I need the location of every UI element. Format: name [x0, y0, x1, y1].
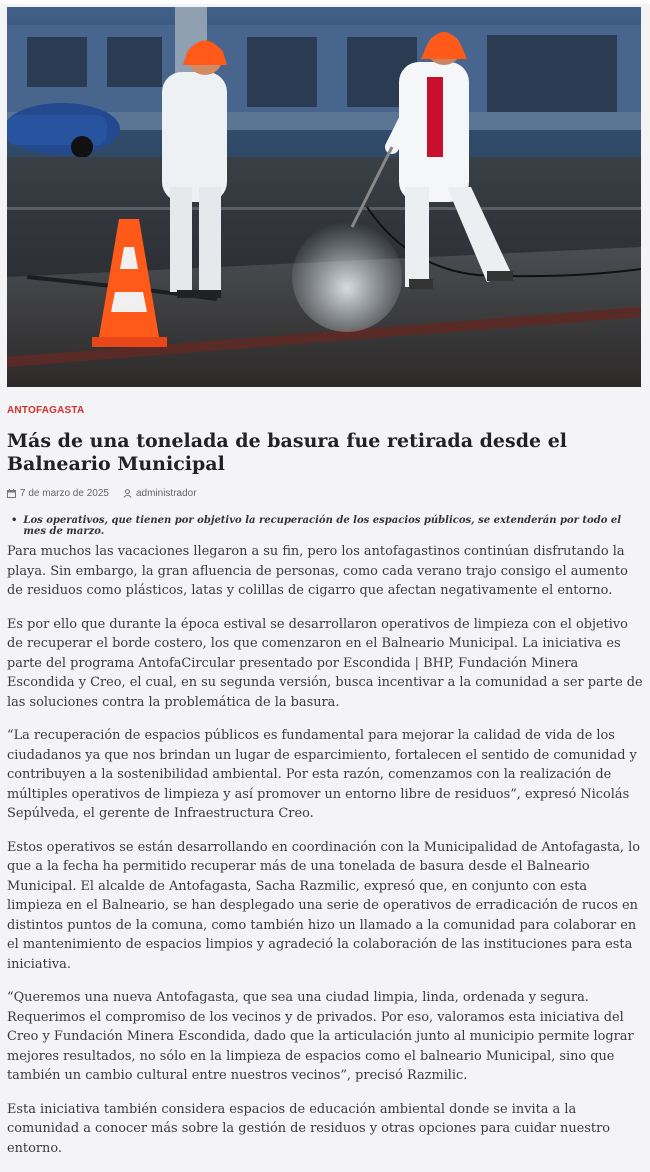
article-body [7, 542, 643, 1172]
calendar-icon [7, 489, 16, 498]
body-paragraph: Esta iniciativa también considera espacios de educación ambiental donde se invita a la comunidad a conocer más sobre la gestión de residuos y otras opciones para cuidar nuestro entorno. [7, 1101, 611, 1156]
body-paragraph: Es por ello que durante la época estival se desarrollaron operativos de limpieza con el objetivo de recuperar el borde costero, los que comenzaron en el Balneario Municipal. La iniciativa es parte del programa AntofaCircular presentado por Escondida | BHP, Fundación Minera Escondida y Creo, el cual, en su segunda versión, busca incentivar a la comunidad a ser parte de las soluciones contra la problemática de la basura. [7, 616, 643, 710]
body-paragraph: Estos operativos se están desarrollando en coordinación con la Municipalidad de Antofagasta, lo que a la fecha ha permitido recuperar más de una tonelada de basura desde el Balneario Municipal. El alcalde de Antofagasta, Sacha Razmilic, expresó que, en conjunto con esta limpieza en el Balneario, se han desplegado una serie de operativos de erradicación de rucos en distintos puntos de la comuna, como también hizo un llamado a la comunidad para colaborar en el mantenimiento de espacios limpios y agradeció la colaboración de las instituciones para esta iniciativa. [7, 839, 640, 972]
body-paragraph: “Queremos una nueva Antofagasta, que sea una ciudad limpia, linda, ordenada y segura. Requerimos el compromiso de los vecinos y de privados. Por eso, valoramos esta iniciativa del Creo y Fundación Minera Escondida, dado que la articulación junto al municipio permite lograr mejores resultados, no sólo en la limpieza de espacios como el balneario Municipal, sino que también un cambio cultural entre nuestros vecinos”, precisó Razmilic. [7, 990, 634, 1083]
body-paragraph: Para muchos las vacaciones llegaron a su fin, pero los antofagastinos continúan disfrutando la playa. Sin embargo, la gran afluencia de personas, como cada verano trajo consigo el aumento de residuos como plásticos, latas y colillas de cigarro que afectan negativamente el entorno. [7, 544, 628, 598]
user-icon [123, 489, 132, 498]
article-date[interactable]: 7 de marzo de 2025 [20, 488, 109, 499]
body-paragraph: “La recuperación de espacios públicos es fundamental para mejorar la calidad de vida de los ciudadanos ya que nos brindan un lugar de esparcimiento, fortalecen el sentido de comunidad y contribuyen a la sostenibilidad ambiental. Por esta razón, comenzamos con la realización de múltiples operativos de limpieza y así promover un entorno libre de residuos”, expresó Nicolás Sepúlveda, el gerente de Infraestructura Creo. [7, 728, 637, 821]
article-author[interactable]: administrador [135, 488, 197, 499]
article-meta [7, 488, 197, 499]
bullet-dot: • [11, 515, 18, 526]
article-highlight [11, 515, 631, 537]
top-bar [0, 0, 650, 4]
article-title: Más de una tonelada de basura fue retirada desde el Balneario Municipal [7, 430, 567, 475]
category-label[interactable]: ANTOFAGASTA [7, 405, 85, 416]
highlight-text: Los operativos, que tienen por objetivo la recuperación de los espacios públicos, se extenderán por todo el mes de marzo. [23, 515, 622, 537]
featured-image [7, 7, 641, 387]
